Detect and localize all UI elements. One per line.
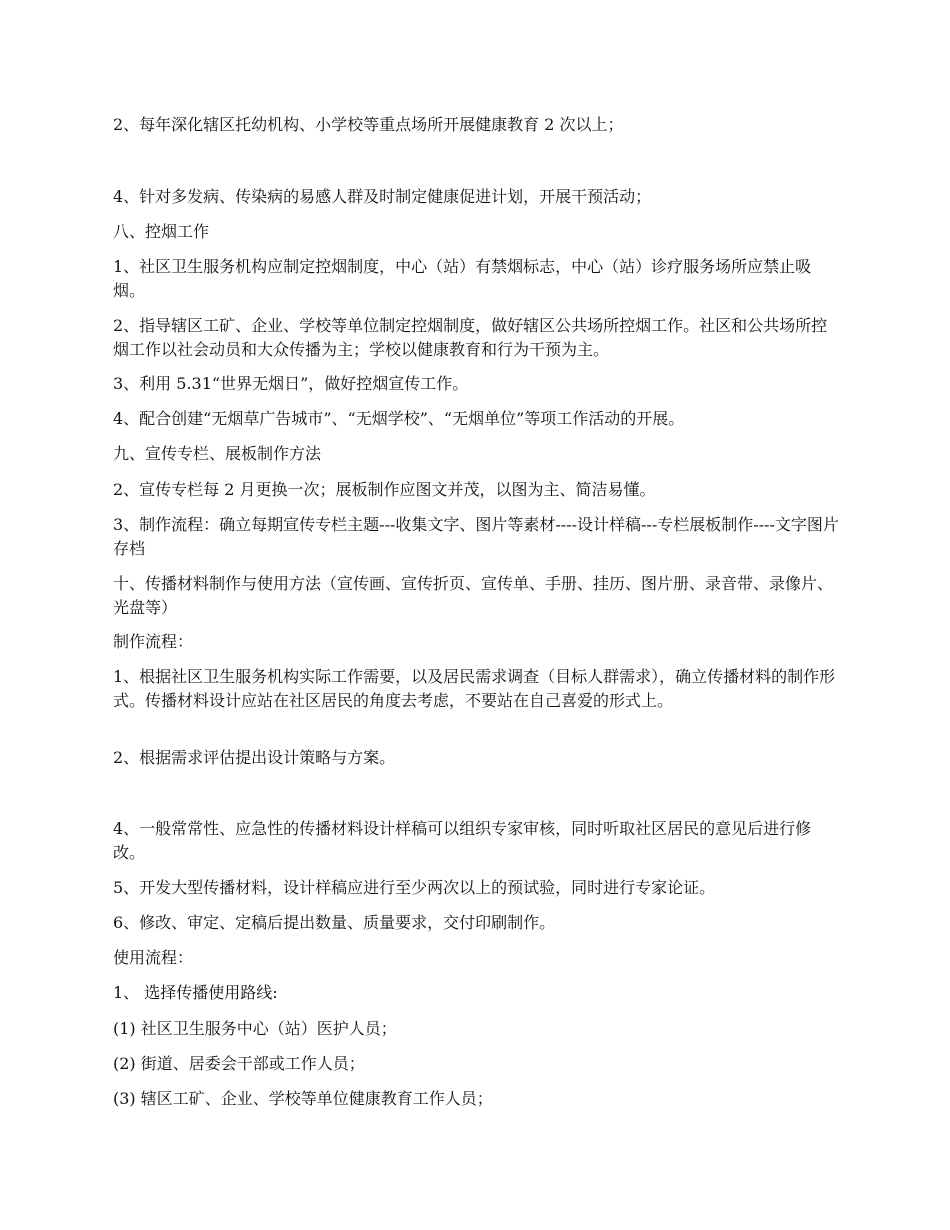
paragraph-bulletin-update: 2、宣传专栏每 2 月更换一次；展板制作应图文并茂，以图为主、简洁易懂。 [113, 480, 656, 499]
list-item-community-staff: (2) 街道、居委会干部或工作人员； [113, 1054, 365, 1073]
section-heading-tobacco-control: 八、控烟工作 [113, 222, 210, 241]
paragraph-printing: 6、修改、审定、定稿后提出数量、质量要求，交付印刷制作。 [113, 913, 556, 932]
paragraph-expert-review: 4、一般常常性、应急性的传播材料设计样稿可以组织专家审核，同时听取社区居民的意见后进行修改。 [113, 819, 812, 862]
list-item-unit-staff: (3) 辖区工矿、企业、学校等单位健康教育工作人员； [113, 1089, 493, 1108]
subheading-usage-process: 使用流程： [113, 948, 194, 967]
subheading-production-process: 制作流程： [113, 632, 194, 651]
paragraph-bulletin-process: 3、制作流程：确立每期宣传专栏主题---收集文字、图片等素材----设计样稿---专栏展板制作----文字图片存档 [113, 515, 839, 558]
paragraph-select-channels: 1、 选择传播使用路线: [113, 983, 278, 1002]
paragraph-smoking-ban: 1、社区卫生服务机构应制定控烟制度，中心（站）有禁烟标志，中心（站）诊疗服务场所应禁止吸烟。 [113, 257, 812, 300]
paragraph-needs-assessment: 1、根据社区卫生服务机构实际工作需要，以及居民需求调查（目标人群需求），确立传播材料的制作形式。传播材料设计应站在社区居民的角度去考虑，不要站在自己喜爱的形式上。 [113, 667, 836, 710]
paragraph-design-strategy: 2、根据需求评估提出设计策略与方案。 [113, 748, 396, 767]
paragraph-pretest: 5、开发大型传播材料，设计样稿应进行至少两次以上的预试验，同时进行专家论证。 [113, 878, 716, 897]
paragraph-health-promotion-plan: 4、针对多发病、传染病的易感人群及时制定健康促进计划，开展干预活动； [113, 187, 652, 206]
paragraph-kindergarten-education: 2、每年深化辖区托幼机构、小学校等重点场所开展健康教育 2 次以上； [113, 115, 624, 134]
paragraph-world-no-tobacco-day: 3、利用 5.31“世界无烟日”，做好控烟宣传工作。 [113, 374, 469, 393]
list-item-medical-staff: (1) 社区卫生服务中心（站）医护人员； [113, 1019, 397, 1038]
section-heading-bulletin-boards: 九、宣传专栏、展板制作方法 [113, 444, 322, 463]
section-heading-materials: 十、传播材料制作与使用方法（宣传画、宣传折页、宣传单、手册、挂历、图片册、录音带、录像片、光盘等） [113, 574, 834, 617]
paragraph-smoke-free-campaigns: 4、配合创建“无烟草广告城市”、“无烟学校”、“无烟单位”等项工作活动的开展。 [113, 409, 685, 428]
paragraph-guide-units: 2、指导辖区工矿、企业、学校等单位制定控烟制度，做好辖区公共场所控烟工作。社区和公共场所控烟工作以社会动员和大众传播为主；学校以健康教育和行为干预为主。 [113, 316, 828, 359]
